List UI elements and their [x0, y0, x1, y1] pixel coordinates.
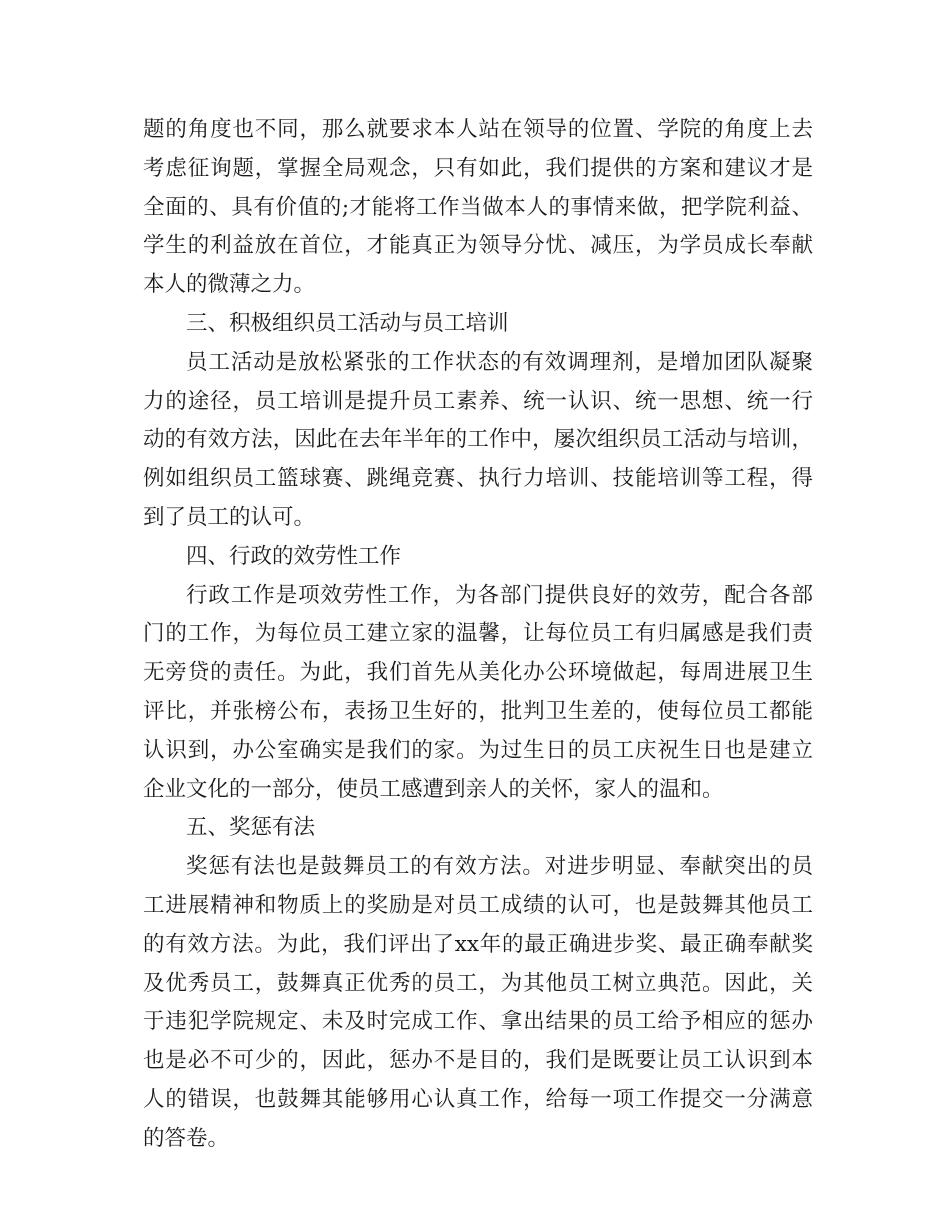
text-line: 五、奖惩有法: [186, 815, 316, 841]
text-line: 的有效方法。为此，我们评出了xx年的最正确进步奖、最正确奉献奖: [143, 931, 813, 957]
document-body: [143, 111, 813, 1159]
text-line: 全面的、具有价值的;才能将工作当做本人的事情来做，把学院利益、: [143, 194, 813, 220]
text-line: 学生的利益放在首位，才能真正为领导分忧、减压，为学员成长奉献: [143, 233, 813, 259]
text-line: 评比，并张榜公布，表扬卫生好的，批判卫生差的，使每位员工都能: [143, 698, 813, 724]
text-line: 及优秀员工，鼓舞真正优秀的员工，为其他员工树立典范。因此，关: [143, 970, 813, 996]
text-line: 考虑征询题，掌握全局观念，只有如此，我们提供的方案和建议才是: [143, 155, 813, 181]
text-line: 本人的微薄之力。: [143, 272, 316, 298]
text-line: 门的工作，为每位员工建立家的温馨，让每位员工有归属感是我们责: [143, 621, 813, 647]
text-line: 无旁贷的责任。为此，我们首先从美化办公环境做起，每周进展卫生: [143, 660, 813, 686]
text-line: 动的有效方法，因此在去年半年的工作中，屡次组织员工活动与培训，: [143, 427, 813, 453]
text-line: 四、行政的效劳性工作: [186, 543, 402, 569]
text-line: 认识到，办公室确实是我们的家。为过生日的员工庆祝生日也是建立: [143, 737, 813, 763]
text-line: 三、积极组织员工活动与员工培训: [186, 310, 509, 336]
text-line: 行政工作是项效劳性工作，为各部门提供良好的效劳，配合各部: [186, 582, 813, 608]
text-line: 力的途径，员工培训是提升员工素养、统一认识、统一思想、统一行: [143, 388, 813, 414]
text-line: 员工活动是放松紧张的工作状态的有效调理剂，是增加团队凝聚: [186, 349, 813, 375]
text-line: 到了员工的认可。: [143, 504, 316, 530]
text-line: 例如组织员工篮球赛、跳绳竞赛、执行力培训、技能培训等工程，得: [143, 466, 813, 492]
text-line: 的答卷。: [143, 1125, 230, 1151]
text-line: 于违犯学院规定、未及时完成工作、拿出结果的员工给予相应的惩办: [143, 1009, 813, 1035]
text-line: 人的错误，也鼓舞其能够用心认真工作，给每一项工作提交一分满意: [143, 1086, 813, 1112]
text-line: 奖惩有法也是鼓舞员工的有效方法。对进步明显、奉献突出的员: [186, 854, 813, 880]
text-line: 工进展精神和物质上的奖励是对员工成绩的认可，也是鼓舞其他员工: [143, 892, 813, 918]
text-line: 企业文化的一部分，使员工感遭到亲人的关怀，家人的温和。: [143, 776, 724, 802]
text-line: 题的角度也不同，那么就要求本人站在领导的位置、学院的角度上去: [143, 117, 813, 142]
text-line: 也是必不可少的，因此，惩办不是目的，我们是既要让员工认识到本: [143, 1048, 813, 1074]
